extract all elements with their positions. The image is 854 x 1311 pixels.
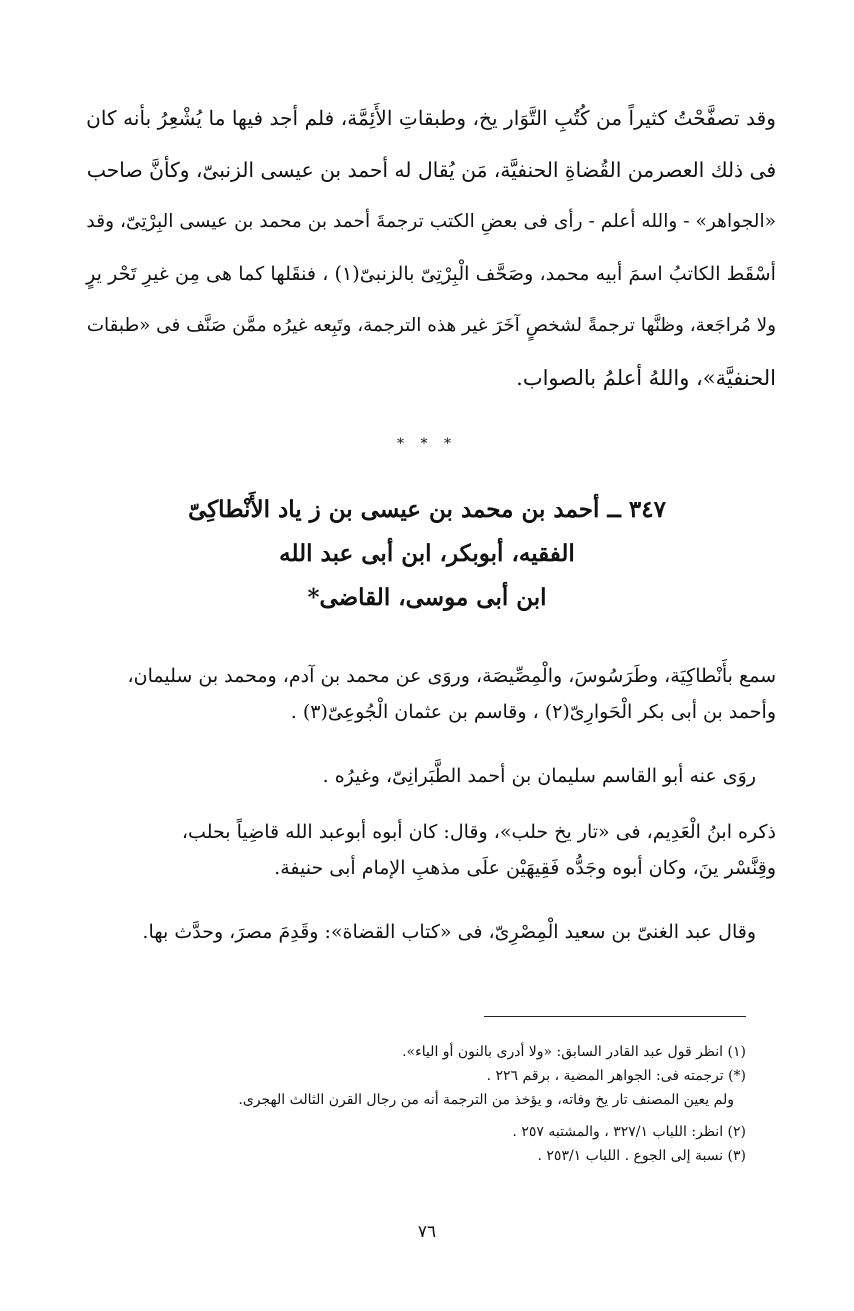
footnotes (72, 1040, 746, 1168)
footnote-divider (484, 1016, 746, 1017)
text-line: وقد تصفَّحْتُ كثيراً من كُتُبِ التَّوَار يخ، وطبقاتِ الأَئِمَّة، فلم أجد فيها ما يُشْعِرُ بأنه كان (86, 106, 776, 130)
footnote: (١) انظر قول عبد القادر السابق: «ولا أدرى بالنون أو الياء». (402, 1044, 746, 1060)
entry-title-line: الفقيه، أبوبكر، ابن أبى عبد الله (279, 540, 575, 567)
entry-title-line: ٣٤٧ ــ أحمد بن محمد بن عيسى بن ز ياد الأَنْطاكِىّ (188, 496, 666, 523)
entry-title-line: ابن أبى موسى، القاضى* (307, 584, 547, 611)
footnote: (٣) نسبة إلى الجوع . اللباب ٢٥٣/١ . (537, 1148, 746, 1164)
text-line: روَى عنه أبو القاسم سليمان بن أحمد الطَّبَرانِىّ، وغيرُه . (322, 765, 756, 787)
text-line: وقِنَّسْر ينَ، وكان أبوه وجَدُّه فَقِيهَيْن علَى مذهبِ الإمام أبى حنيفة. (274, 857, 776, 879)
entry-paragraph (72, 914, 756, 950)
entry-paragraph (72, 658, 776, 730)
text-line: الحنفيَّة»، واللهُ أعلمُ بالصواب. (516, 366, 776, 390)
text-line: «الجواهر» - والله أعلم - رأى فى بعضِ الكتب ترجمةَ أحمد بن محمد بن عيسى البِرْتِىّ، وقد (86, 211, 776, 232)
text-line: فى ذلك العصرمن القُضاةِ الحنفيَّة، مَن يُقال له أحمد بن عيسى الزنبىّ، وكأنَّ صاحب (86, 158, 776, 182)
footnote-gap (72, 1112, 746, 1120)
page-number: ٧٦ (417, 1222, 437, 1242)
entry-paragraph (72, 814, 776, 886)
footnote: (*) ترجمته فى: الجواهر المضية ، برقم ٢٢٦ . (486, 1068, 746, 1084)
text-line: ولا مُراجَعة، وظنَّها ترجمةً لشخصٍ آخَرَ غير هذه الترجمة، وتَبِعه غيرُه ممَّن صَنَّف فى «طبقات (86, 315, 776, 336)
text-line: ذكره ابنُ الْعَدِيم، فى «تار يخ حلب»، وقال: كان أبوه أبوعبد الله قاضِياً بحلب، (181, 821, 776, 843)
text-line: أسْقَط الكاتبُ اسمَ أبيه محمد، وصَحَّف الْبِرْتِىّ بالزنبىّ(١) ، فنقَلها كما هى مِن غيرِ تَحْر يرٍ (86, 262, 776, 285)
text-line: سمع بأَنْطاكِيَة، وطَرَسُوسَ، والْمِصِّيصَة، وروَى عن محمد بن آدم، ومحمد بن سليمان، (127, 665, 776, 687)
text-line: وقال عبد الغنىّ بن سعيد الْمِصْرِىّ، فى «كتاب القضاة»: وقَدِمَ مصرَ، وحدَّث بها. (142, 921, 756, 943)
intro-paragraph (72, 92, 776, 404)
entry-paragraph (72, 758, 756, 794)
footnote-continuation: ولم يعين المصنف تار يخ وفاته، و يؤخذ من الترجمة أنه من رجال القرن الثالث الهجرى. (238, 1092, 734, 1108)
text-line: وأحمد بن أبى بكر الْحَوارِىّ(٢) ، وقاسم بن عثمان الْجُوعِىّ(٣) . (290, 701, 776, 723)
footnote: (٢) انظر: اللباب ٣٢٧/١ ، والمشتبه ٢٥٧ . (512, 1124, 746, 1140)
section-separator: * * * (397, 436, 457, 452)
entry-heading (0, 488, 854, 620)
